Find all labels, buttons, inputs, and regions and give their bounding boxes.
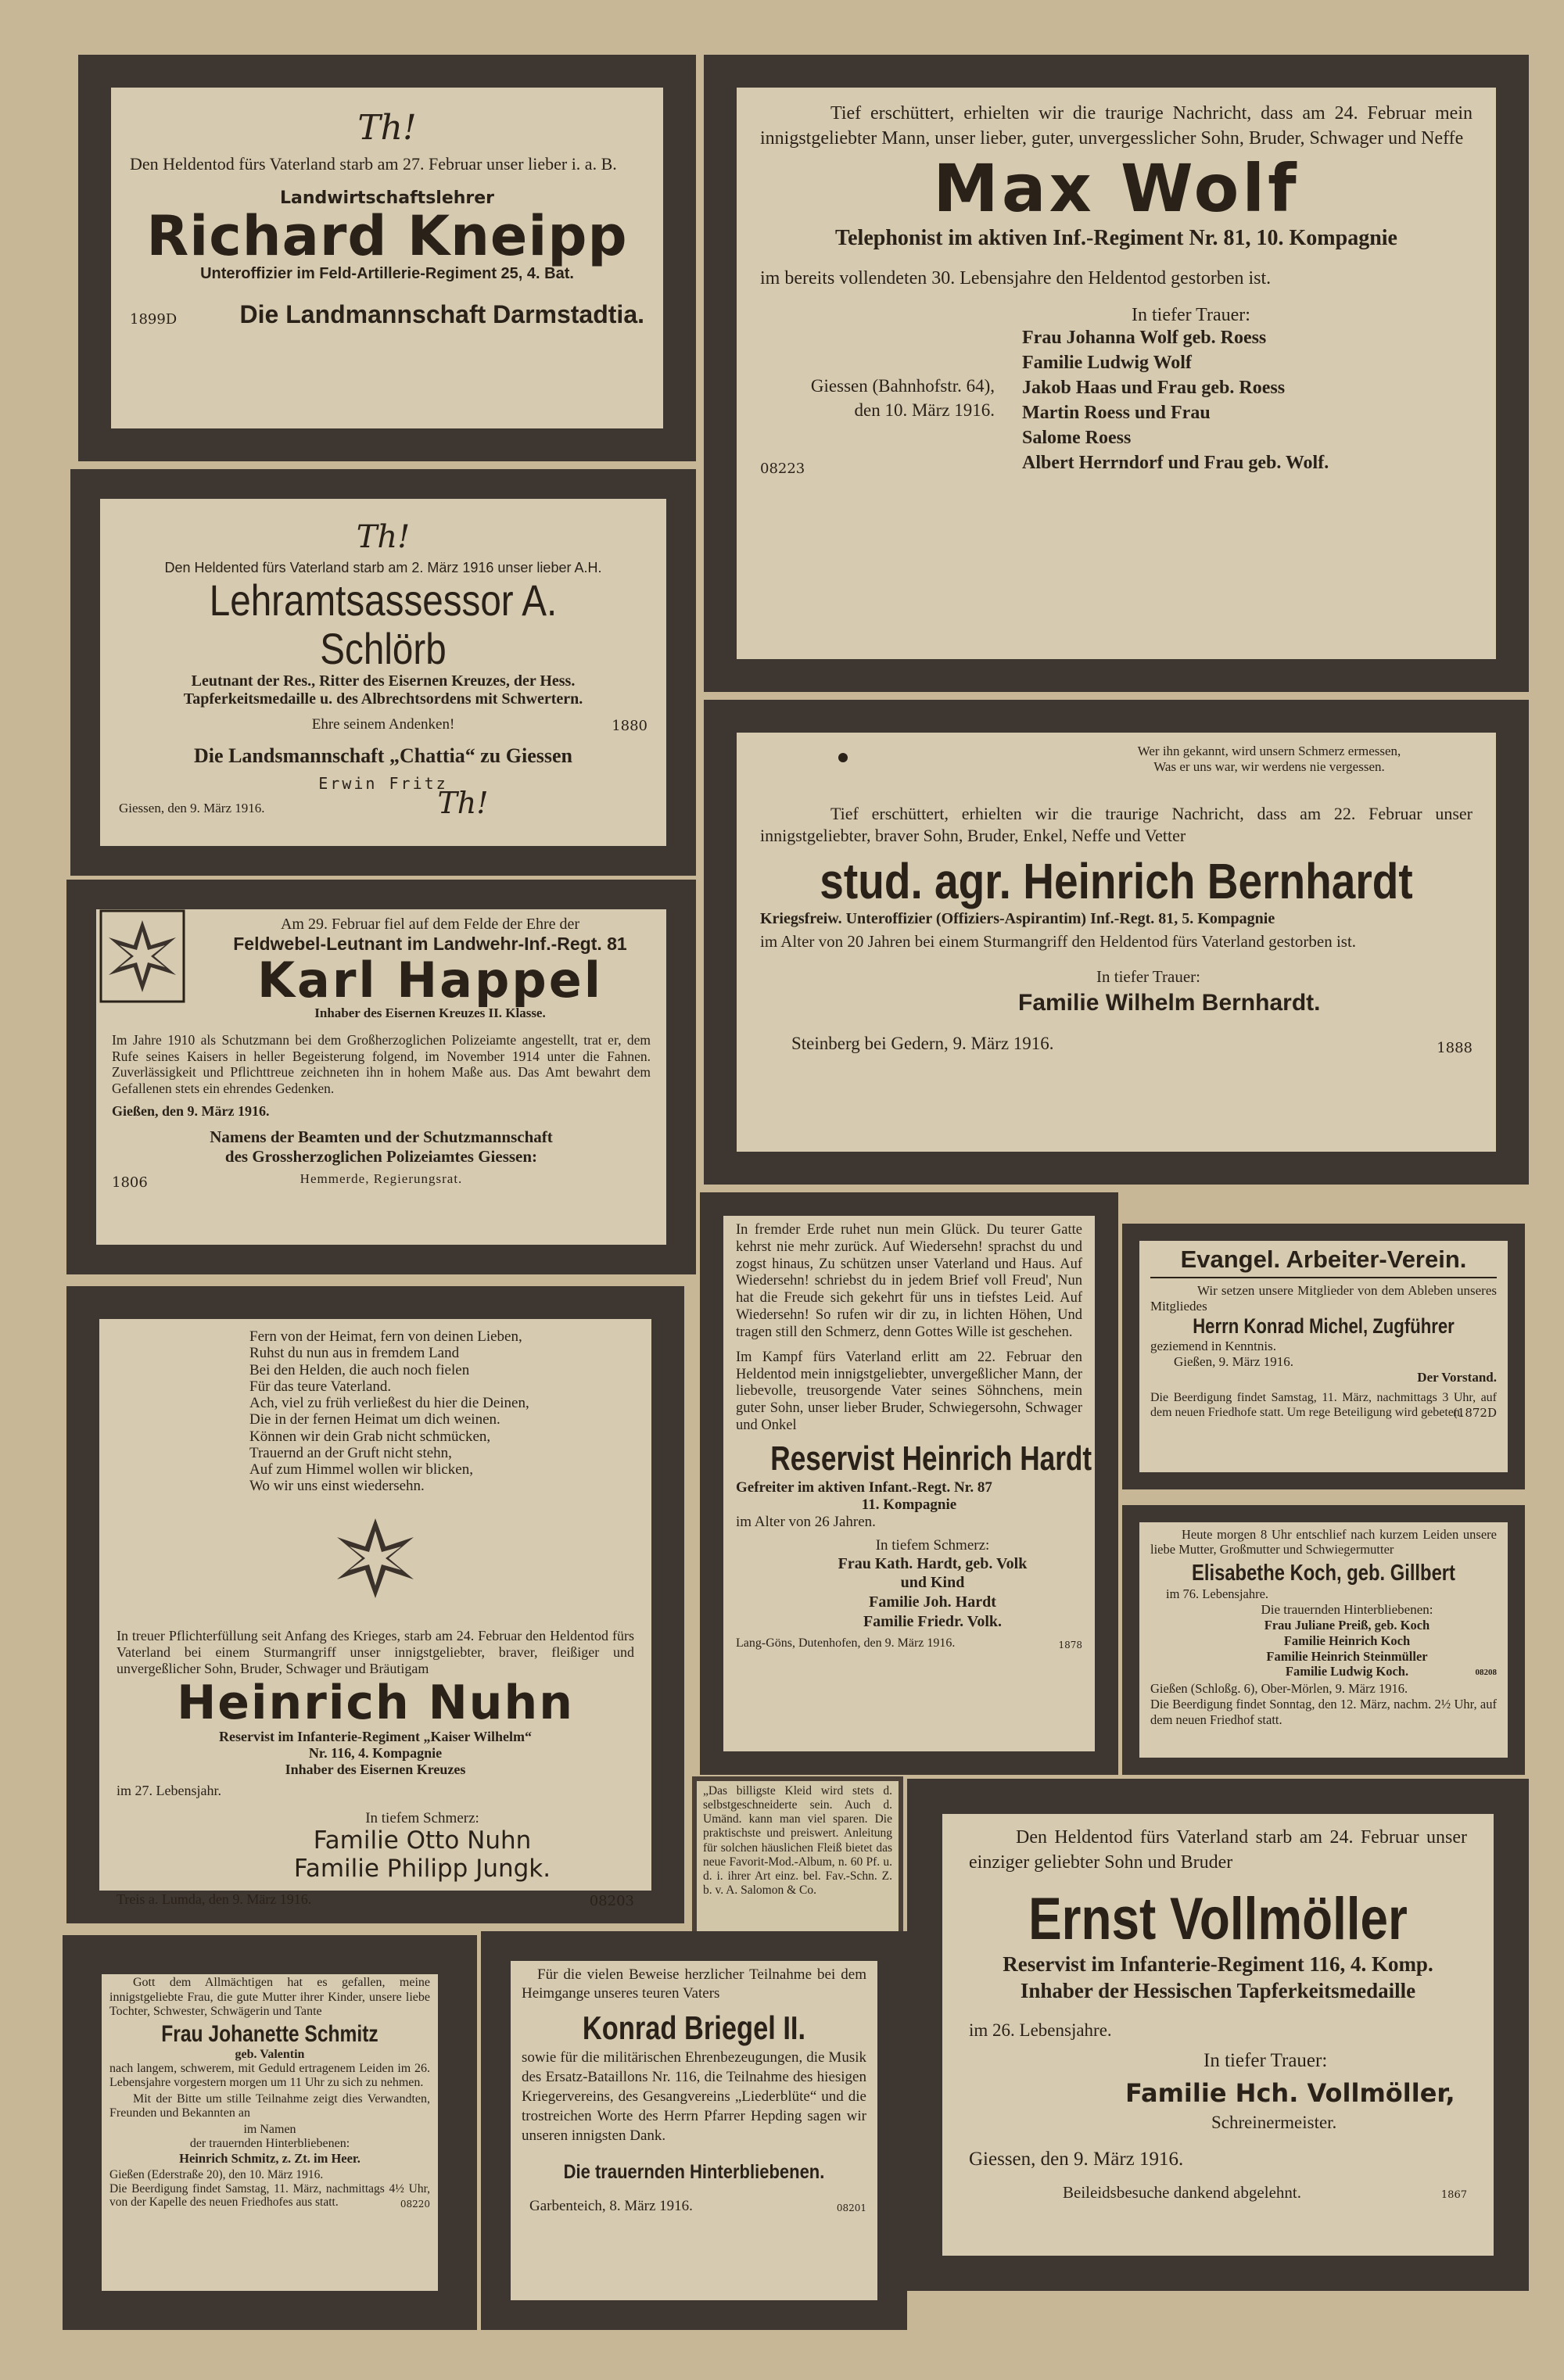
verein-intro: Wir setzen unsere Mitglieder von dem Ableben unseres Mitgliedes	[1150, 1283, 1497, 1314]
koch-family-member: Familie Heinrich Steinmüller	[1266, 1648, 1428, 1664]
title-rule	[1150, 1277, 1497, 1278]
briegel-body: sowie für die militärischen Ehrenbezeugungen, die Musik des Ersatz-Bataillons Nr. 116, die Teilnahme des hiesigen Kriegervereins, des Gesangvereins „Liederblüte“ und die trostreichen Worte des Herrn Pfarrer Hepding sagen wir unseren innigsten Dank.	[522, 2049, 866, 2145]
nuhn-poem	[249, 1328, 634, 1495]
schloerb-honor: Ehre seinem Andenken!	[311, 716, 455, 733]
bernhardt-mourning: In tiefer Trauer:	[1096, 967, 1200, 987]
nuhn-code: 08203	[589, 1892, 634, 1909]
happel-name: Karl Happel	[256, 952, 604, 1009]
wolf-name: Max Wolf	[933, 150, 1300, 228]
kneipp-intro: Den Heldentod fürs Vaterland starb am 27. Februar unser lieber i. a. B.	[130, 154, 617, 174]
vollmoeller-trade: Schreinermeister.	[1211, 2112, 1337, 2132]
ad-max-wolf	[704, 55, 1529, 692]
verein-name: Herrn Konrad Michel, Zugführer	[1193, 1314, 1455, 1339]
wolf-place: Giessen (Bahnhofstr. 64),	[810, 376, 995, 396]
ad-ernst-vollmoeller	[907, 1779, 1529, 2291]
hardt-family-member: Familie Friedr. Volk.	[863, 1612, 1003, 1630]
bernhardt-motto-1: Wer ihn gekannt, wird unsern Schmerz ermessen,	[1137, 744, 1401, 758]
ad-arbeiter-verein	[1122, 1224, 1525, 1489]
schloerb-code: 1880	[612, 718, 647, 735]
schmitz-signer: Heinrich Schmitz, z. Zt. im Heer.	[179, 2150, 361, 2166]
ad-elisabethe-koch	[1122, 1505, 1525, 1775]
monogram-th-icon	[352, 99, 422, 153]
verein-place-date: Gießen, 9. März 1916.	[1174, 1354, 1293, 1370]
wolf-family-member: Martin Roess und Frau	[1022, 403, 1211, 424]
briegel-code: 08201	[836, 2203, 866, 2214]
poem-line: Für das teure Vaterland.	[249, 1378, 392, 1395]
bernhardt-motto-2: Was er uns war, wir werdens nie vergessen.	[1153, 759, 1385, 775]
ad-richard-kneipp	[78, 55, 696, 461]
wolf-rank: Telephonist im aktiven Inf.-Regiment Nr. 81, 10. Kompagnie	[835, 226, 1397, 251]
schloerb-rank-1: Leutnant der Res., Ritter des Eisernen Kreuzes, der Hess.	[191, 672, 576, 690]
schloerb-rank-2: Tapferkeitsmedaille u. des Albrechtsordens mit Schwertern.	[183, 690, 583, 708]
iron-cross-icon	[99, 909, 185, 1003]
nuhn-place-date: Treis a. Lumda, den 9. März 1916.	[117, 1891, 312, 1907]
verein-signature: Der Vorstand.	[1417, 1370, 1497, 1385]
koch-place-date: Gießen (Schloßg. 6), Ober-Mörlen, 9. März 1916.	[1150, 1681, 1408, 1697]
ad-billigste-kleid	[692, 1776, 903, 1937]
happel-award: Inhaber des Eisernen Kreuzes II. Klasse.	[314, 1005, 546, 1021]
kneipp-signature: Die Landmannschaft Darmstadtia.	[239, 300, 644, 329]
happel-sign-2: des Grossherzoglichen Polizeiamtes Giessen:	[224, 1146, 538, 1166]
bernhardt-code: 1888	[1437, 1040, 1473, 1057]
vollmoeller-age: im 26. Lebensjahre.	[969, 2020, 1112, 2040]
schloerb-signature: Die Landsmannschaft „Chattia“ zu Giessen	[194, 744, 572, 768]
koch-family-member: Familie Heinrich Koch	[1283, 1633, 1411, 1648]
schloerb-name: Lehramtsassessor A. Schlörb	[209, 575, 558, 673]
hardt-place-date: Lang-Göns, Dutenhofen, den 9. März 1916.	[736, 1636, 956, 1650]
vollmoeller-rank-2: Inhaber der Hessischen Tapferkeitsmedaille	[1020, 1979, 1416, 2003]
koch-code: 08208	[1475, 1667, 1497, 1677]
kneipp-rank: Unteroffizier im Feld-Artillerie-Regiment 25, 4. Bat.	[200, 265, 574, 283]
hardt-name: Reservist Heinrich Hardt	[770, 1439, 1092, 1478]
briegel-place-date: Garbenteich, 8. März 1916.	[529, 2198, 693, 2215]
poem-line: Fern von der Heimat, fern von deinen Lieben,	[249, 1328, 522, 1345]
koch-age: im 76. Lebensjahre.	[1166, 1586, 1269, 1601]
hardt-company: 11. Kompagnie	[861, 1496, 957, 1513]
schloerb-person: Erwin Fritz	[318, 774, 448, 794]
poem-line: Ach, viel zu früh verließest du hier die Deinen,	[249, 1395, 529, 1412]
wolf-family-member: Jakob Haas und Frau geb. Roess	[1022, 378, 1286, 399]
monogram-th-icon	[348, 510, 418, 560]
schmitz-request: Mit der Bitte um stille Teilnahme zeigt dies Verwandten, Freunden und Bekannten an	[109, 2091, 430, 2120]
iron-cross-icon	[332, 1515, 418, 1601]
poem-line: Auf zum Himmel wollen wir blicken,	[249, 1461, 473, 1479]
bernhardt-rank: Kriegsfreiw. Unteroffizier (Offiziers-Aspirantim) Inf.-Regt. 81, 5. Kompagnie	[760, 910, 1275, 928]
monogram-th-icon	[432, 779, 494, 824]
happel-code: 1806	[112, 1174, 148, 1191]
ad-karl-happel	[66, 880, 696, 1274]
koch-family-member: Familie Ludwig Koch.	[1285, 1664, 1409, 1679]
nuhn-name: Heinrich Nuhn	[177, 1676, 574, 1731]
happel-sign-1: Namens der Beamten und der Schutzmannschaft	[210, 1127, 553, 1146]
nuhn-family-2: Familie Philipp Jungk.	[293, 1855, 551, 1883]
hardt-age: im Alter von 26 Jahren.	[736, 1513, 876, 1530]
vollmoeller-note: Beileidsbesuche dankend abgelehnt.	[1063, 2182, 1301, 2202]
schmitz-born: geb. Valentin	[235, 2047, 305, 2061]
bernhardt-name: stud. agr. Heinrich Bernhardt	[820, 853, 1413, 910]
svg-text:Th!: Th!	[437, 786, 489, 821]
bernhardt-body: im Alter von 20 Jahren bei einem Sturmangriff den Heldentod fürs Vaterland gestorben ist.	[760, 932, 1357, 952]
wolf-mourning: In tiefer Trauer:	[1132, 305, 1250, 326]
happel-official: Hemmerde, Regierungsrat.	[300, 1170, 463, 1186]
nuhn-intro: In treuer Pflichterfüllung seit Anfang des Krieges, starb am 24. Februar den Heldentod fürs Vaterland bei einem Sturmangriff unser innigstgeliebter, braver, fleißiger und unvergeßlicher Sohn, Bruder, Schwager und Bräutigam	[117, 1627, 634, 1677]
verein-intro-2: geziemend in Kenntnis.	[1150, 1339, 1276, 1354]
schmitz-funeral: Die Beerdigung findet Samstag, 11. März, nachmittags 4½ Uhr, von der Kapelle des neuen Friedhofes aus statt.	[109, 2181, 430, 2210]
schmitz-intro: Gott dem Allmächtigen hat es gefallen, meine innigstgeliebte Frau, die gute Mutter ihrer Kinder, unsere liebe Tochter, Schwester, Schwägerin und Tante	[109, 1976, 430, 2019]
bernhardt-place-date: Steinberg bei Gedern, 9. März 1916.	[791, 1034, 1054, 1054]
happel-body: Im Jahre 1910 als Schutzmann bei dem Großherzoglichen Polizeiamte angestellt, trat er, dem Rufe seines Kaisers in heller Begeisterung folgend, im November 1914 unter die Fahnen. Zuverlässigkeit und Pflichttreue zeichneten ihn in hohem Maße aus. Das Amt bewahrt dem Gefallenen stets ein ehrendes Gedenken.	[112, 1032, 651, 1097]
wolf-age: im bereits vollendeten 30. Lebensjahre den Heldentod gestorben ist.	[760, 268, 1272, 289]
bernhardt-family: Familie Wilhelm Bernhardt.	[1018, 990, 1321, 1016]
nuhn-family-1: Familie Otto Nuhn	[313, 1826, 532, 1855]
nuhn-mourning: In tiefem Schmerz:	[365, 1810, 479, 1827]
ad-heinrich-hardt	[700, 1192, 1118, 1775]
bullet-dot-icon	[838, 753, 848, 762]
wolf-family-member: Albert Herrndorf und Frau geb. Wolf.	[1022, 452, 1329, 473]
koch-funeral: Die Beerdigung findet Sonntag, den 12. März, nachm. 2½ Uhr, auf dem neuen Friedhof statt.	[1150, 1697, 1497, 1727]
kneipp-profession: Landwirtschaftslehrer	[279, 188, 495, 208]
schmitz-name: Frau Johanette Schmitz	[161, 2020, 378, 2047]
svg-text:Th!: Th!	[356, 519, 411, 555]
ad-heinrich-nuhn	[66, 1286, 684, 1923]
nuhn-age: im 27. Lebensjahr.	[117, 1783, 221, 1799]
ad-konrad-briegel	[481, 1931, 907, 2330]
hardt-rank: Gefreiter im aktiven Infant.-Regt. Nr. 87	[736, 1479, 992, 1496]
poem-line: Trauernd an der Gruft nicht stehn,	[249, 1444, 452, 1461]
hardt-code: 1878	[1058, 1639, 1082, 1651]
briegel-name: Konrad Briegel II.	[582, 2009, 806, 2046]
happel-place-date: Gießen, den 9. März 1916.	[112, 1102, 270, 1119]
koch-family-member: Frau Juliane Preiß, geb. Koch	[1264, 1617, 1430, 1633]
poem-line: Die in der fernen Heimat um dich weinen.	[249, 1411, 500, 1428]
schmitz-body: nach langem, schwerem, mit Geduld ertragenem Leiden im 26. Lebensjahre vorgestern morgen um 11 Uhr zu sich zu nehmen.	[109, 2061, 430, 2090]
happel-rank: Feldwebel-Leutnant im Landwehr-Inf.-Regt. 81	[233, 934, 627, 954]
wolf-intro: Tief erschüttert, erhielten wir die traurige Nachricht, dass am 24. Februar mein innigstgeliebter Mann, unser lieber, guter, unvergesslicher Sohn, Bruder, Schwager und Neffe	[760, 103, 1473, 149]
poem-line: Können wir dein Grab nicht schmücken,	[249, 1428, 491, 1445]
wolf-family-member: Salome Roess	[1022, 427, 1132, 448]
hardt-intro: Im Kampf fürs Vaterland erlitt am 22. Februar den Heldentod mein innigstgeliebter, unvergeßlicher Mann, der liebevolle, treusorgende Vater seines Söhnchens, mein guter Sohn, unser lieber Bruder, Schwiegersohn, Schwager und Onkel	[736, 1349, 1082, 1434]
vollmoeller-place-date: Giessen, den 9. März 1916.	[969, 2148, 1184, 2170]
briegel-signature: Die trauernden Hinterbliebenen.	[563, 2161, 825, 2184]
hardt-family-member: Familie Joh. Hardt	[869, 1593, 996, 1611]
ad-heinrich-bernhardt	[704, 700, 1529, 1185]
vollmoeller-family: Familie Hch. Vollmöller,	[1125, 2077, 1455, 2108]
koch-mourning: Die trauernden Hinterbliebenen:	[1261, 1601, 1433, 1617]
verein-title: Evangel. Arbeiter-Verein.	[1180, 1246, 1467, 1273]
vollmoeller-intro: Den Heldentod fürs Vaterland starb am 24. Februar unser einziger geliebter Sohn und Bruder	[969, 1827, 1467, 1873]
wolf-family-member: Familie Ludwig Wolf	[1022, 353, 1192, 374]
kneipp-name: Richard Kneipp	[146, 203, 628, 268]
nuhn-award: Inhaber des Eisernen Kreuzes	[285, 1762, 466, 1778]
koch-name: Elisabethe Koch, geb. Gillbert	[1192, 1560, 1455, 1586]
hardt-poem: In fremder Erde ruhet nun mein Glück. Du teurer Gatte kehrst nie mehr zurück. Auf Wiedersehn! sprachst du und zogst hinaus, Zu schützen unser Vaterland und Haus. Auf Wiedersehn! schriebst du in jedem Brief voll Freud', Nun hat die Freude sich gekehrt für uns in tiefstes Leid. Auf Wiedersehn! So rufen wir dir zu, in lichten Höhen, Und tragen still den Schmerz, denn Gottes Wille ist geschehen.	[736, 1222, 1082, 1340]
happel-intro: Am 29. Februar fiel auf dem Felde der Ehre der	[280, 916, 580, 933]
schloerb-intro: Den Heldented fürs Vaterland starb am 2. März 1916 unser lieber A.H.	[164, 560, 602, 575]
bernhardt-intro: Tief erschüttert, erhielten wir die traurige Nachricht, dass am 22. Februar unser innigstgeliebter, braver Sohn, Bruder, Enkel, Neffe und Vetter	[760, 804, 1473, 845]
poem-line: Wo wir uns einst wiedersehn.	[249, 1478, 425, 1495]
ad-schloerb	[70, 469, 696, 876]
koch-intro: Heute morgen 8 Uhr entschlief nach kurzem Leiden unsere liebe Mutter, Großmutter und Schwiegermutter	[1150, 1527, 1497, 1557]
schmitz-name-of: im Namen	[243, 2122, 296, 2136]
nuhn-rank-2: Nr. 116, 4. Kompagnie	[308, 1745, 443, 1762]
wolf-date: den 10. März 1916.	[854, 400, 995, 420]
wolf-code: 08223	[760, 461, 805, 478]
vollmoeller-mourning: In tiefer Trauer:	[1203, 2049, 1328, 2071]
verein-funeral: Die Beerdigung findet Samstag, 11. März, nachmittags 3 Uhr, auf dem neuen Friedhofe statt. Um rege Beteiligung wird gebeten.	[1150, 1391, 1497, 1420]
poem-line: Ruhst du nun aus in fremdem Land	[249, 1345, 460, 1362]
briegel-intro: Für die vielen Beweise herzlicher Teilnahme bei dem Heimgange unseres teuren Vaters	[522, 1966, 866, 2002]
schmitz-place-date: Gießen (Ederstraße 20), den 10. März 1916.	[109, 2167, 324, 2181]
kneipp-code: 1899D	[130, 311, 178, 328]
vollmoeller-code: 1867	[1440, 2188, 1467, 2201]
hardt-mourning: In tiefem Schmerz:	[875, 1536, 990, 1554]
poem-line: Bei den Helden, die auch noch fielen	[249, 1361, 470, 1378]
svg-text:Th!: Th!	[357, 108, 417, 148]
hardt-family-member: und Kind	[900, 1574, 965, 1592]
vollmoeller-name: Ernst Vollmöller	[1028, 1885, 1408, 1952]
schmitz-mourning: der trauernden Hinterbliebenen:	[189, 2136, 350, 2150]
schloerb-place-date: Giessen, den 9. März 1916.	[119, 801, 265, 816]
verein-code: (1872D	[1452, 1406, 1497, 1421]
kleid-text: „Das billigste Kleid wird stets d. selbstgeschneiderte sein. Auch d. Umänd. kann man viel sparen. Die praktischste und preiswert. Anleitung für solchen häuslichen Fleiß bietet das neue Favorit-Mod.-Album, n. 60 Pf. u. d. i. ihrer Art einz. bel. Fav.-Schn. Z. b. v. A. Salomon & Co.	[703, 1784, 892, 1897]
hardt-family-member: Frau Kath. Hardt, geb. Volk	[838, 1554, 1028, 1572]
schmitz-code: 08220	[400, 2199, 430, 2210]
ad-johanette-schmitz	[63, 1935, 477, 2330]
wolf-family-member: Frau Johanna Wolf geb. Roess	[1022, 328, 1267, 349]
nuhn-rank-1: Reservist im Infanterie-Regiment „Kaiser Wilhelm“	[219, 1729, 532, 1745]
vollmoeller-rank-1: Reservist im Infanterie-Regiment 116, 4. Komp.	[1003, 1952, 1433, 1977]
